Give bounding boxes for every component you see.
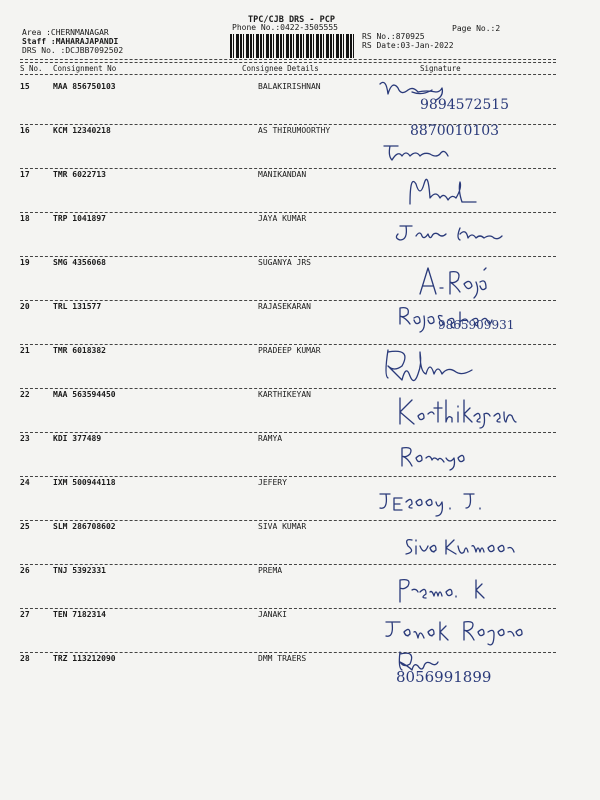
row-consignment: TEN 7182314 <box>53 610 106 619</box>
row-consignment: KCM 12340218 <box>53 126 111 135</box>
signature <box>370 560 570 610</box>
signature <box>370 648 570 698</box>
page-number: Page No.:2 <box>452 24 501 33</box>
col-sno: S No. <box>20 64 43 73</box>
row-consignee: JAYA KUMAR <box>258 214 307 223</box>
row-consignment: KDI 377489 <box>53 434 102 443</box>
col-consignment: Consignment No <box>53 64 117 73</box>
table-row <box>0 654 600 698</box>
col-signature: Signature <box>420 64 461 73</box>
signature-phone: 8056991899 <box>396 668 492 686</box>
signature <box>370 604 570 654</box>
row-sno: 15 <box>20 82 30 91</box>
row-consignment: TNJ 5392331 <box>53 566 106 575</box>
signature <box>370 164 570 214</box>
row-sno: 26 <box>20 566 30 575</box>
signature <box>370 516 570 566</box>
row-consignment: TMR 6018382 <box>53 346 106 355</box>
row-consignee: JANAKI <box>258 610 287 619</box>
signature <box>370 384 570 434</box>
row-consignee: RAJASEKARAN <box>258 302 311 311</box>
row-consignment: TRL 131577 <box>53 302 102 311</box>
row-consignment: MAA 563594450 <box>53 390 116 399</box>
sheet-title: TPC/CJB DRS - PCP <box>248 15 335 25</box>
row-consignment: IXM 500944118 <box>53 478 116 487</box>
staff-label: Staff :MAHARAJAPANDI <box>22 37 119 46</box>
row-consignee: RAMYA <box>258 434 283 443</box>
row-sno: 17 <box>20 170 30 179</box>
row-consignment: SMG 4356068 <box>53 258 106 267</box>
row-sno: 23 <box>20 434 30 443</box>
header-divider <box>20 59 556 60</box>
row-consignee: KARTHIKEYAN <box>258 390 311 399</box>
header-divider-2 <box>20 62 556 63</box>
row-consignee: JEFERY <box>258 478 287 487</box>
row-consignee: AS THIRUMOORTHY <box>258 126 331 135</box>
signature-phone: 8870010103 <box>410 123 500 139</box>
colhead-divider <box>20 74 556 75</box>
signature-phone: 9865909931 <box>438 318 515 332</box>
row-consignee: PRADEEP KUMAR <box>258 346 321 355</box>
row-consignment: TRP 1041897 <box>53 214 106 223</box>
row-consignee: MANIKANDAN <box>258 170 307 179</box>
row-consignment: MAA 856750103 <box>53 82 116 91</box>
signature <box>370 428 570 478</box>
rs-number: RS No.:870925 <box>362 32 425 41</box>
rs-date: RS Date:03-Jan-2022 <box>362 41 454 50</box>
phone-number: Phone No.:0422-3505555 <box>232 23 338 32</box>
row-consignee: PREMA <box>258 566 283 575</box>
drs-number: DRS No. :DCJBB7092502 <box>22 46 124 55</box>
signature <box>370 208 570 258</box>
signature <box>370 472 570 522</box>
row-sno: 20 <box>20 302 30 311</box>
row-sno: 27 <box>20 610 30 619</box>
row-consignee: BALAKIRISHNAN <box>258 82 321 91</box>
signature <box>370 120 570 170</box>
row-sno: 25 <box>20 522 30 531</box>
row-sno: 18 <box>20 214 30 223</box>
signature <box>370 296 570 346</box>
row-sno: 22 <box>20 390 30 399</box>
signature <box>370 252 570 302</box>
signature-phone: 9894572515 <box>420 97 510 113</box>
area-label: Area :CHERNMANAGAR <box>22 28 109 37</box>
signature <box>370 340 570 390</box>
row-consignee: SUGANYA JRS <box>258 258 311 267</box>
row-sno: 28 <box>20 654 30 663</box>
row-sno: 16 <box>20 126 30 135</box>
row-consignee: SIVA KUMAR <box>258 522 307 531</box>
row-consignee: DMM TRAERS <box>258 654 307 663</box>
row-consignment: SLM 286708602 <box>53 522 116 531</box>
signature <box>370 76 570 126</box>
row-sno: 24 <box>20 478 30 487</box>
col-consignee: Consignee Details <box>242 64 319 73</box>
row-consignment: TRZ 113212090 <box>53 654 116 663</box>
row-sno: 21 <box>20 346 30 355</box>
barcode <box>230 34 354 58</box>
row-consignment: TMR 6022713 <box>53 170 106 179</box>
row-sno: 19 <box>20 258 30 267</box>
